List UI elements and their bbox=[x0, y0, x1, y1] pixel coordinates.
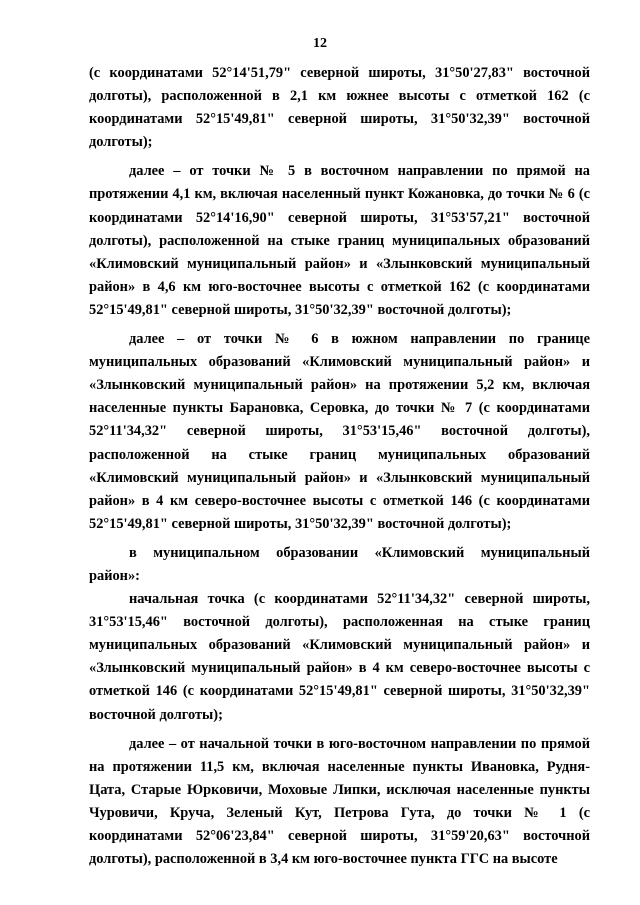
paragraph-klimovsky-heading: в муниципальном образовании «Климовский муниципальный район»: bbox=[89, 544, 590, 584]
paragraph-start-to-point-1: далее – от начальной точки в юго-восточном направлении по прямой на протяжении 11,5 км, включая населенные пункты Ивановка, Рудня-Цата, Старые Юрковичи, Моховые Липки, исключая населенные пункты Чуровичи, Круча, Зеленый Кут, Петрова Гута, до точки № 1 (с координатами 52°06'23,84" северной широты, 31°59'20,63" восточной долготы), расположенной в 3,4 км юго-восточнее пункта ГГС на высоте bbox=[89, 735, 590, 868]
paragraph-starting-point: начальная точка (с координатами 52°11'34,32" северной широты, 31°53'15,46" восточной долготы), расположенная на стыке границ муниципальных образований «Климовский муниципальный район» и «Злынковский муниципальный район» в 4 км северо-восточнее высоты с отметкой 146 (с координатами 52°15'49,81" северной широты, 31°50'32,39" восточной долготы); bbox=[89, 591, 590, 723]
document-body bbox=[89, 62, 590, 871]
page-number: 12 bbox=[313, 36, 327, 51]
paragraph-point-6-to-7: далее – от точки № 6 в южном направлении по границе муниципальных образований «Климовский муниципальный район» и «Злынковский муниципальный район» на протяжении 5,2 км, включая населенные пункты Барановка, Серовка, до точки № 7 (с координатами 52°11'34,32" северной широты, 31°53'15,46" восточной долготы), расположенной на стыке границ муниципальных образований «Климовский муниципальный район» и «Злынковский муниципальный район» в 4 км северо-восточнее высоты с отметкой 146 (с координатами 52°15'49,81" северной широты, 31°50'32,39" восточной долготы); bbox=[89, 331, 590, 532]
paragraph-point-5-to-6: далее – от точки № 5 в восточном направлении по прямой на протяжении 4,1 км, включая населенный пункт Кожановка, до точки № 6 (с координатами 52°14'16,90" северной широты, 31°53'57,21" восточной долготы), расположенной на стыке границ муниципальных образований «Климовский муниципальный район» и «Злынковский муниципальный район» в 4,6 км юго-восточнее высоты с отметкой 162 (с координатами 52°15'49,81" северной широты, 31°50'32,39" восточной долготы); bbox=[89, 163, 590, 318]
paragraph-coordinates-continuation: (с координатами 52°14'51,79" северной широты, 31°50'27,83" восточной долготы), расположенной в 2,1 км южнее высоты с отметкой 162 (с координатами 52°15'49,81" северной широты, 31°50'32,39" восточной долготы); bbox=[89, 65, 590, 151]
